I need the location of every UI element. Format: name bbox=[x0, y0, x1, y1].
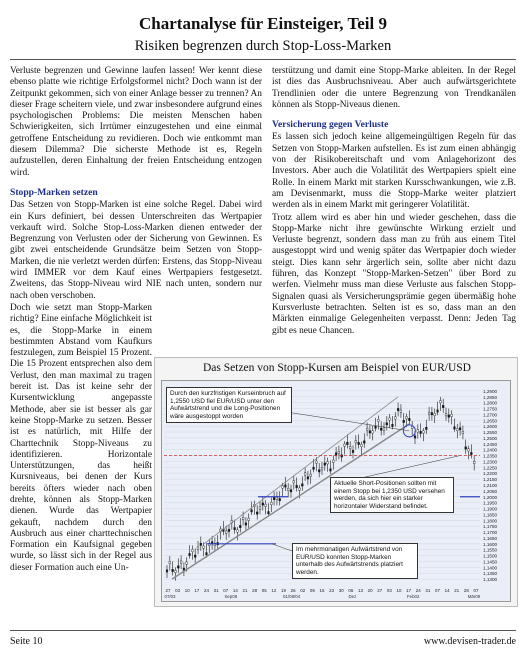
candle-body bbox=[225, 531, 227, 533]
y-tick-label: 1,1700 bbox=[483, 530, 498, 536]
candle-body bbox=[428, 413, 430, 415]
candle-body bbox=[459, 428, 461, 430]
candle-body bbox=[403, 420, 405, 422]
candle-body bbox=[358, 442, 360, 444]
y-tick-label: 1,1400 bbox=[483, 565, 498, 571]
candle-body bbox=[456, 428, 458, 430]
page-subtitle: Risiken begrenzen durch Stop-Loss-Marken bbox=[134, 38, 392, 54]
candle-body bbox=[177, 566, 179, 568]
candle-body bbox=[439, 401, 441, 403]
x-period-label: 01/08/04 bbox=[283, 594, 301, 599]
intro-paragraph: Verluste begrenzen und Gewinne laufen lassen! Wer kennt diese ebenso platte wie richtige Erfolgsformel nicht? Doch wann ist der Zeitpunkt gekommen, sich von einer Anlage besser zu trennen? An dieser Frage scheitern viele, und zwar insbesondere aufgrund eines psychologischen Problems: Die meisten Menschen haben Schwierigkeiten, sich Irrtümer einzugestehen und eine einmal getroffene Entscheidung zu revidieren. Doch wie entkommt man diesem Dilemma? Die sicherste Methode ist es, Regeln aufzustellen, deren Einhaltung der freien Entscheidung entzogen wird. bbox=[10, 66, 262, 178]
x-tick-label: 27 bbox=[165, 588, 171, 593]
candle-body bbox=[290, 490, 292, 492]
candle-body bbox=[183, 568, 185, 570]
x-tick-label: 27 bbox=[377, 588, 383, 593]
website-url: www.devisen-trader.de bbox=[423, 636, 516, 647]
header-rule bbox=[10, 59, 516, 60]
y-tick-label: 1,1600 bbox=[483, 541, 498, 547]
candle-body bbox=[454, 427, 456, 429]
y-tick-label: 1,1450 bbox=[483, 559, 498, 565]
x-tick-label: 26 bbox=[290, 588, 296, 593]
y-tick-label: 1,2650 bbox=[483, 418, 498, 424]
x-period-label: Mär09 bbox=[467, 594, 481, 599]
x-tick-label: 14 bbox=[444, 588, 450, 593]
y-tick-label: 1,2850 bbox=[483, 394, 498, 400]
candle-body bbox=[349, 446, 351, 448]
candle-body bbox=[265, 504, 267, 506]
candle-body bbox=[318, 470, 320, 472]
x-period-label: Dez bbox=[348, 594, 357, 599]
x-period-label: Sep08 bbox=[224, 594, 238, 599]
candle-body bbox=[251, 510, 253, 512]
y-tick-label: 1,2400 bbox=[483, 447, 498, 453]
candle-body bbox=[194, 555, 196, 557]
x-tick-label: 19 bbox=[281, 588, 286, 593]
candle-body bbox=[189, 553, 191, 555]
candle-body bbox=[352, 450, 354, 452]
annotation-right: Aktuelle Short-Positionen sollten mit einem Stopp bei 1,2350 USD versehen werden, da sich hier ein starker horizontaler Widerstand befindet. bbox=[330, 477, 454, 513]
y-tick-label: 1,2450 bbox=[483, 441, 498, 447]
candle-body bbox=[172, 569, 174, 571]
x-tick-label: 28 bbox=[463, 588, 469, 593]
candle-body bbox=[389, 418, 391, 420]
x-tick-label: 21 bbox=[242, 588, 248, 593]
x-tick-label: 17 bbox=[406, 588, 412, 593]
x-tick-label: 23 bbox=[329, 588, 335, 593]
candle-body bbox=[400, 410, 402, 412]
x-tick-label: 20 bbox=[367, 588, 373, 593]
candle-body bbox=[203, 546, 205, 548]
x-tick-label: 03 bbox=[175, 588, 181, 593]
candle-body bbox=[437, 410, 439, 412]
x-tick-label: 31 bbox=[425, 588, 431, 593]
candle-body bbox=[369, 431, 371, 433]
candle-body bbox=[293, 481, 295, 483]
y-tick-label: 1,1650 bbox=[483, 535, 498, 541]
candle-body bbox=[191, 549, 193, 551]
breakdown-circle bbox=[403, 425, 415, 437]
y-tick-label: 1,1300 bbox=[483, 577, 498, 583]
y-tick-label: 1,2600 bbox=[483, 424, 498, 430]
candle-body bbox=[296, 485, 298, 487]
y-tick-label: 1,2350 bbox=[483, 453, 498, 459]
x-tick-label: 02 bbox=[300, 588, 306, 593]
x-tick-label: 10 bbox=[184, 588, 190, 593]
annotation-bottom: Im mehrmonatigen Aufwärtstrend von EUR/USD konnten Stopp-Marken unterhalb des Aufwärtstrends platziert werden. bbox=[292, 543, 418, 579]
candle-body bbox=[372, 431, 374, 433]
x-period-label: Feb02 bbox=[406, 594, 420, 599]
x-tick-label: 21 bbox=[454, 588, 460, 593]
candle-body bbox=[279, 498, 281, 500]
section-heading-versicherung: Versicherung gegen Verluste bbox=[272, 119, 389, 131]
candle-body bbox=[451, 414, 453, 416]
candle-body bbox=[414, 436, 416, 438]
candle-body bbox=[273, 497, 275, 499]
candle-body bbox=[228, 529, 230, 531]
section-heading-stopp-marken: Stopp-Marken setzen bbox=[10, 186, 98, 198]
candle-body bbox=[423, 431, 425, 433]
paragraph-versicherung-1: Es lassen sich jedoch keine allgemeingültigen Regeln für das Setzen von Stopp-Marken aufstellen. Es ist zum einen abhängig von der Risikobereitschaft und vom Anlagehorizont des Investors. Aber auch die Volatilität des Wertpapiers spielt eine Rolle. In einem Markt mit starken Kursschwankungen, wie z.B. am Devisenmarkt, muss die Stopp-Marke weiter platziert werden als in einem Markt mit geringerer Volatilität. bbox=[272, 132, 516, 211]
candle-body bbox=[197, 547, 199, 549]
candle-body bbox=[234, 527, 236, 529]
y-tick-label: 1,2000 bbox=[483, 494, 498, 500]
candle-body bbox=[282, 486, 284, 488]
candle-body bbox=[276, 497, 278, 499]
y-tick-label: 1,2900 bbox=[483, 388, 498, 394]
candle-body bbox=[408, 418, 410, 420]
page-title: Chartanalyse für Einsteiger, Teil 9 bbox=[139, 14, 387, 33]
x-tick-label: 14 bbox=[232, 588, 238, 593]
right-column bbox=[272, 66, 516, 338]
candle-body bbox=[237, 530, 239, 532]
candle-body bbox=[330, 469, 332, 471]
x-tick-label: 07 bbox=[473, 588, 479, 593]
x-tick-label: 10 bbox=[396, 588, 402, 593]
y-tick-label: 1,1350 bbox=[483, 571, 498, 577]
y-tick-label: 1,2800 bbox=[483, 400, 498, 406]
candle-body bbox=[394, 417, 396, 419]
candle-body bbox=[473, 461, 475, 463]
candle-body bbox=[346, 442, 348, 444]
candle-body bbox=[175, 570, 177, 572]
y-tick-label: 1,1900 bbox=[483, 506, 498, 512]
x-period-label: 07/03 bbox=[164, 594, 176, 599]
candle-body bbox=[332, 460, 334, 462]
candle-body bbox=[307, 477, 309, 479]
y-tick-label: 1,1950 bbox=[483, 500, 498, 506]
x-tick-label: 06 bbox=[348, 588, 354, 593]
x-tick-label: 12 bbox=[271, 588, 277, 593]
y-tick-label: 1,2500 bbox=[483, 435, 498, 441]
candle-body bbox=[417, 430, 419, 432]
candle-body bbox=[383, 428, 385, 430]
candle-body bbox=[425, 427, 427, 429]
candle-body bbox=[324, 463, 326, 465]
x-tick-label: 03 bbox=[386, 588, 392, 593]
candle-body bbox=[431, 413, 433, 415]
candle-body bbox=[169, 561, 171, 563]
candle-body bbox=[406, 417, 408, 419]
candle-body bbox=[442, 405, 444, 407]
footer-rule bbox=[10, 630, 516, 631]
candle-body bbox=[355, 441, 357, 443]
paragraph-stopp-1: Das Setzen von Stopp-Marken ist eine solche Regel. Dabei wird ein Kurs definiert, bei dessen Unterschreiten das Wertpapier verkauft wird. Solche Stop-Loss-Marken dienen entweder der Begrenzung von Verlusten oder der Sicherung von Gewinnen. Es gibt zwei entscheidende Grundsätze beim Setzen von Stopp-Marken, die nie verletzt werden dürfen: Erstens, das Stopp-Niveau wird IMMER vor dem Kauf eines Wertpapiers festgesetzt. Zweitens, das Stopp-Niveau wird NIE nach unten, sondern nur nach oben verschoben. bbox=[10, 200, 262, 301]
x-tick-label: 24 bbox=[415, 588, 421, 593]
paragraph-versicherung-2: Trotz allem wird es aber hin und wieder geschehen, dass die Stopp-Marke nicht ihre gewünschte Wirkung erzielt und Verluste begrenzt, sondern dass man zu früh aus einem Titel ausgestoppt wird und wenig später das Wertpapier doch wieder steigt. Dies kann sehr ärgerlich sein, sollte aber nicht dazu führen, das Konzept "Stopp-Marken-Setzen" über Bord zu werfen. Vielmehr muss man diese Verluste aus falschen Stopp-Signalen quasi als Versicherungsprämie gegen übermäßig hohe Kursverluste betrachten. Selten ist es so, dass man an den Märkten einmalige Gelegenheiten verpasst. Denn: Jeden Tag gibt es neue Chancen. bbox=[272, 212, 516, 336]
x-tick-label: 24 bbox=[204, 588, 209, 593]
y-tick-label: 1,1800 bbox=[483, 518, 498, 524]
x-tick-label: 09 bbox=[309, 588, 315, 593]
chart-plot-area bbox=[161, 380, 511, 602]
candle-body bbox=[434, 413, 436, 415]
y-tick-label: 1,2100 bbox=[483, 483, 498, 488]
candle-body bbox=[335, 453, 337, 455]
candle-body bbox=[321, 468, 323, 470]
candle-body bbox=[239, 525, 241, 527]
candle-body bbox=[470, 452, 472, 454]
candle-body bbox=[301, 484, 303, 486]
paragraph-stopp-2: Doch wie setzt man Stopp-Marken richtig? Eine einfache Möglichkeit ist es, die Stopp-Marke in einem bestimmten Abstand vom Kaufkurs festzulegen, zum Beispiel 15 Prozent. Die 15 Prozent entsprechen also dem Verlust, den man maximal zu tragen bereit ist. Das ist keine sehr der Kursentwicklung angepasste Methode, aber sie ist besser als gar keine Stopp-Marke zu setzen. Besser ist es natürlich, mit Hilfe der Charttechnik Stopp-Niveaus zu identifizieren. Horizontale Unterstützungen, das heißt Kursniveaus, bei denen der Kurs bereits öfters wieder nach oben drehte, können als Stopp-Marken dienen. Wurde das Wertpapier gekauft, nachdem durch den Ausbruch aus einer charttechnischen Formation ein Kaufsignal gegeben wurde, so lässt sich in der Regel aus dieser Formation auch eine Un- bbox=[10, 302, 152, 573]
page-number: Seite 10 bbox=[10, 636, 43, 647]
y-tick-label: 1,2550 bbox=[483, 430, 498, 436]
candle-body bbox=[242, 517, 244, 519]
candle-body bbox=[327, 462, 329, 464]
candle-body bbox=[270, 502, 272, 504]
y-tick-label: 1,2050 bbox=[483, 488, 498, 494]
y-tick-label: 1,1750 bbox=[483, 524, 498, 530]
candle-body bbox=[445, 414, 447, 416]
x-tick-label: 31 bbox=[213, 588, 219, 593]
y-tick-label: 1,2700 bbox=[483, 412, 498, 418]
chart-title: Das Setzen von Stopp-Kursen am Beispiel von EUR/USD bbox=[203, 362, 471, 374]
candle-body bbox=[366, 428, 368, 430]
candle-body bbox=[245, 523, 247, 525]
candle-body bbox=[377, 419, 379, 421]
candle-body bbox=[248, 518, 250, 520]
candle-body bbox=[344, 444, 346, 446]
x-tick-label: 05 bbox=[261, 588, 267, 593]
candle-body bbox=[363, 441, 365, 443]
candle-body bbox=[268, 511, 270, 513]
candle-body bbox=[287, 488, 289, 490]
candle-body bbox=[465, 447, 467, 449]
candle-body bbox=[338, 451, 340, 453]
x-tick-label: 07 bbox=[223, 588, 229, 593]
candle-body bbox=[361, 444, 363, 446]
candle-body bbox=[462, 431, 464, 433]
candle-body bbox=[315, 461, 317, 463]
candle-body bbox=[420, 431, 422, 433]
candle-body bbox=[284, 485, 286, 487]
candle-body bbox=[259, 507, 261, 509]
candle-body bbox=[256, 512, 258, 514]
x-tick-label: 16 bbox=[319, 588, 325, 593]
y-tick-label: 1,1500 bbox=[483, 553, 498, 559]
candle-body bbox=[380, 428, 382, 430]
y-tick-label: 1,2300 bbox=[483, 459, 498, 465]
x-tick-label: 30 bbox=[338, 588, 344, 593]
candle-body bbox=[166, 570, 168, 572]
candle-body bbox=[468, 449, 470, 451]
paragraph-continuation: terstützung und damit eine Stopp-Marke ableiten. In der Regel ist dies das Ausbruchsniveau. Aber auch aufwärtsgerichtete Trendlinien oder die untere Begrenzung von Trendkanälen können als Stopp-Niveaus dienen. bbox=[272, 66, 516, 110]
y-tick-label: 1,2750 bbox=[483, 406, 498, 412]
candle-body bbox=[262, 503, 264, 505]
candle-body bbox=[397, 408, 399, 410]
candle-body bbox=[206, 553, 208, 555]
chart-figure bbox=[154, 357, 518, 607]
candle-body bbox=[200, 543, 202, 545]
y-tick-label: 1,2200 bbox=[483, 471, 498, 477]
candle-body bbox=[310, 474, 312, 476]
candle-body bbox=[448, 415, 450, 417]
candle-body bbox=[299, 488, 301, 490]
x-tick-label: 17 bbox=[194, 588, 200, 593]
candle-body bbox=[180, 561, 182, 563]
y-tick-label: 1,2150 bbox=[483, 477, 498, 483]
candle-body bbox=[392, 424, 394, 426]
candle-body bbox=[186, 562, 188, 564]
x-tick-label: 13 bbox=[358, 588, 363, 593]
candle-body bbox=[386, 423, 388, 425]
x-tick-label: 07 bbox=[435, 588, 440, 593]
x-tick-label: 28 bbox=[252, 588, 258, 593]
y-tick-label: 1,1850 bbox=[483, 512, 498, 518]
annotation-top: Durch den kurzfristigen Kurseinbruch auf 1,2550 USD fiel EUR/USD unter den Aufwärtstrend und die Long-Positionen wäre ausgestoppt worden bbox=[166, 387, 292, 423]
pointer-line bbox=[280, 411, 409, 431]
y-tick-label: 1,2250 bbox=[483, 465, 498, 471]
candle-body bbox=[375, 426, 377, 428]
y-tick-label: 1,1550 bbox=[483, 547, 498, 553]
candle-body bbox=[304, 473, 306, 475]
candle-body bbox=[313, 467, 315, 469]
